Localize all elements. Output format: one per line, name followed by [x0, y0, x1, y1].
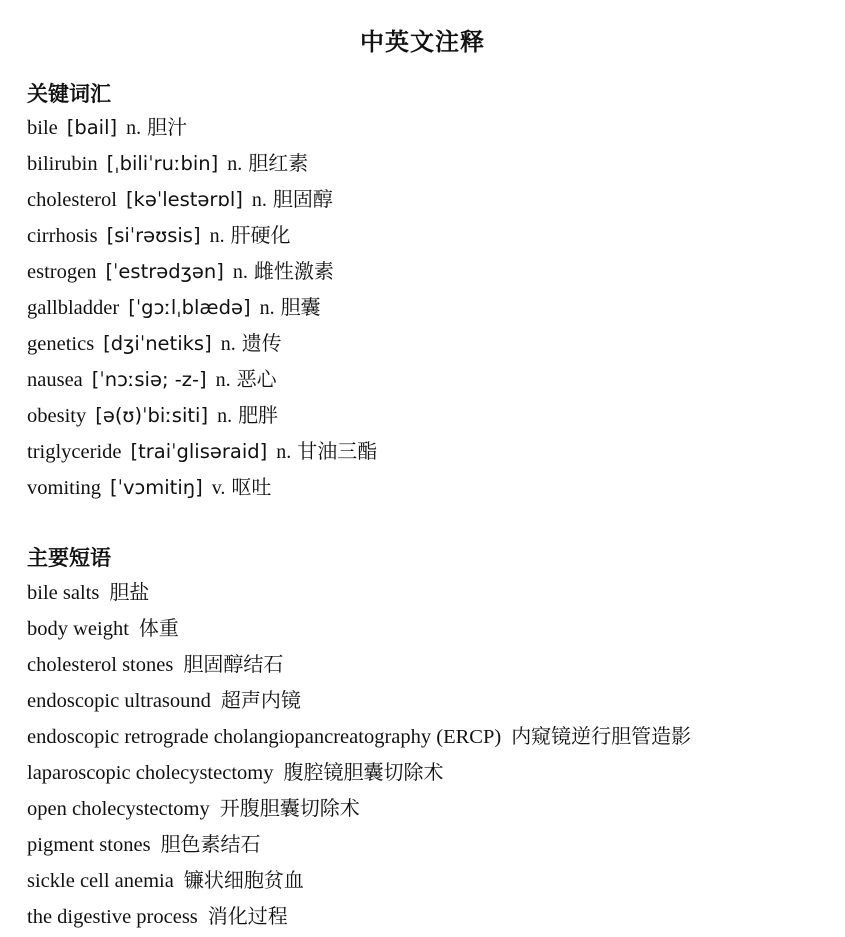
entry-phonetic: [ˈestrədʒən] — [105, 260, 224, 283]
phrase-chinese: 胆盐 — [109, 580, 150, 604]
entry-meaning: 呕吐 — [231, 475, 272, 499]
entry-meaning: 肝硬化 — [230, 223, 291, 247]
entry-word: obesity — [27, 405, 87, 427]
entry-part-of-speech: n. — [227, 153, 243, 175]
entry-phonetic: [bail] — [66, 116, 118, 139]
phrase-chinese: 内窥镜逆行胆管造影 — [511, 724, 692, 748]
phrase-entry — [27, 793, 691, 829]
entry-phonetic: [ˌbiliˈruːbin] — [106, 152, 219, 175]
vocabulary-entry — [27, 472, 377, 508]
entry-part-of-speech: n. — [215, 369, 231, 391]
phrase-chinese: 体重 — [138, 616, 179, 640]
entry-meaning: 恶心 — [236, 367, 277, 391]
entry-word: triglyceride — [27, 441, 122, 463]
entry-word: vomiting — [27, 477, 102, 499]
entry-part-of-speech: n. — [251, 189, 267, 211]
phrase-list — [27, 577, 691, 937]
vocabulary-entry — [27, 436, 377, 472]
entry-part-of-speech: n. — [217, 405, 233, 427]
phrase-english: sickle cell anemia — [27, 870, 174, 892]
entry-word: bilirubin — [27, 153, 98, 175]
phrase-entry — [27, 757, 691, 793]
phrase-english: endoscopic retrograde cholangiopancreatography (ERCP) — [27, 726, 502, 748]
entry-word: nausea — [27, 369, 83, 391]
vocabulary-list — [27, 112, 377, 508]
phrase-chinese: 胆色素结石 — [160, 832, 261, 856]
entry-meaning: 胆汁 — [147, 115, 188, 139]
phrase-entry — [27, 865, 691, 901]
entry-part-of-speech: v. — [211, 477, 226, 499]
vocabulary-entry — [27, 328, 377, 364]
entry-part-of-speech: n. — [220, 333, 236, 355]
entry-phonetic: [ˈnɔːsiə; -z-] — [91, 368, 207, 391]
vocabulary-entry — [27, 256, 377, 292]
phrase-english: laparoscopic cholecystectomy — [27, 762, 274, 784]
entry-phonetic: [ˈvɔmitiŋ] — [110, 476, 203, 499]
entry-phonetic: [siˈrəʊsis] — [106, 224, 201, 247]
entry-part-of-speech: n. — [259, 297, 275, 319]
entry-part-of-speech: n. — [209, 225, 225, 247]
vocabulary-entry — [27, 220, 377, 256]
vocabulary-entry — [27, 364, 377, 400]
phrase-chinese: 超声内镜 — [220, 688, 301, 712]
vocabulary-entry — [27, 184, 377, 220]
vocabulary-entry — [27, 148, 377, 184]
phrase-english: cholesterol stones — [27, 654, 174, 676]
phrase-chinese: 胆固醇结石 — [183, 652, 284, 676]
vocabulary-entry — [27, 112, 377, 148]
phrases-heading: 主要短语 — [27, 546, 111, 570]
entry-meaning: 胆囊 — [280, 295, 321, 319]
phrase-entry — [27, 577, 691, 613]
page-title: 中英文注释 — [360, 27, 485, 56]
phrase-entry — [27, 829, 691, 865]
entry-word: cirrhosis — [27, 225, 98, 247]
entry-phonetic: [traiˈglisəraid] — [130, 440, 268, 463]
entry-phonetic: [ə(ʊ)ˈbiːsiti] — [95, 404, 209, 427]
phrase-entry — [27, 685, 691, 721]
entry-part-of-speech: n. — [276, 441, 292, 463]
entry-phonetic: [ˈgɔːlˌblædə] — [128, 296, 251, 319]
entry-meaning: 胆红素 — [248, 151, 309, 175]
entry-word: genetics — [27, 333, 95, 355]
phrase-chinese: 消化过程 — [207, 904, 288, 928]
phrase-english: body weight — [27, 618, 129, 640]
entry-phonetic: [dʒiˈnetiks] — [103, 332, 212, 355]
entry-word: cholesterol — [27, 189, 117, 211]
entry-phonetic: [kəˈlestərɒl] — [125, 188, 243, 211]
vocabulary-heading: 关键词汇 — [27, 82, 111, 106]
entry-meaning: 甘油三酯 — [297, 439, 378, 463]
vocabulary-entry — [27, 400, 377, 436]
entry-part-of-speech: n. — [232, 261, 248, 283]
phrase-english: bile salts — [27, 582, 100, 604]
phrase-english: pigment stones — [27, 834, 151, 856]
phrase-entry — [27, 649, 691, 685]
vocabulary-entry — [27, 292, 377, 328]
phrase-english: open cholecystectomy — [27, 798, 210, 820]
entry-word: estrogen — [27, 261, 97, 283]
phrase-english: endoscopic ultrasound — [27, 690, 211, 712]
entry-meaning: 遗传 — [241, 331, 282, 355]
entry-part-of-speech: n. — [126, 117, 142, 139]
entry-word: gallbladder — [27, 297, 120, 319]
phrase-chinese: 镰状细胞贫血 — [183, 868, 304, 892]
phrase-chinese: 开腹胆囊切除术 — [219, 796, 360, 820]
entry-meaning: 胆固醇 — [272, 187, 333, 211]
phrase-english: the digestive process — [27, 906, 198, 928]
phrase-entry — [27, 613, 691, 649]
phrase-entry — [27, 901, 691, 937]
entry-meaning: 雌性激素 — [253, 259, 334, 283]
phrase-chinese: 腹腔镜胆囊切除术 — [283, 760, 444, 784]
entry-word: bile — [27, 117, 58, 139]
entry-meaning: 肥胖 — [238, 403, 279, 427]
phrase-entry — [27, 721, 691, 757]
